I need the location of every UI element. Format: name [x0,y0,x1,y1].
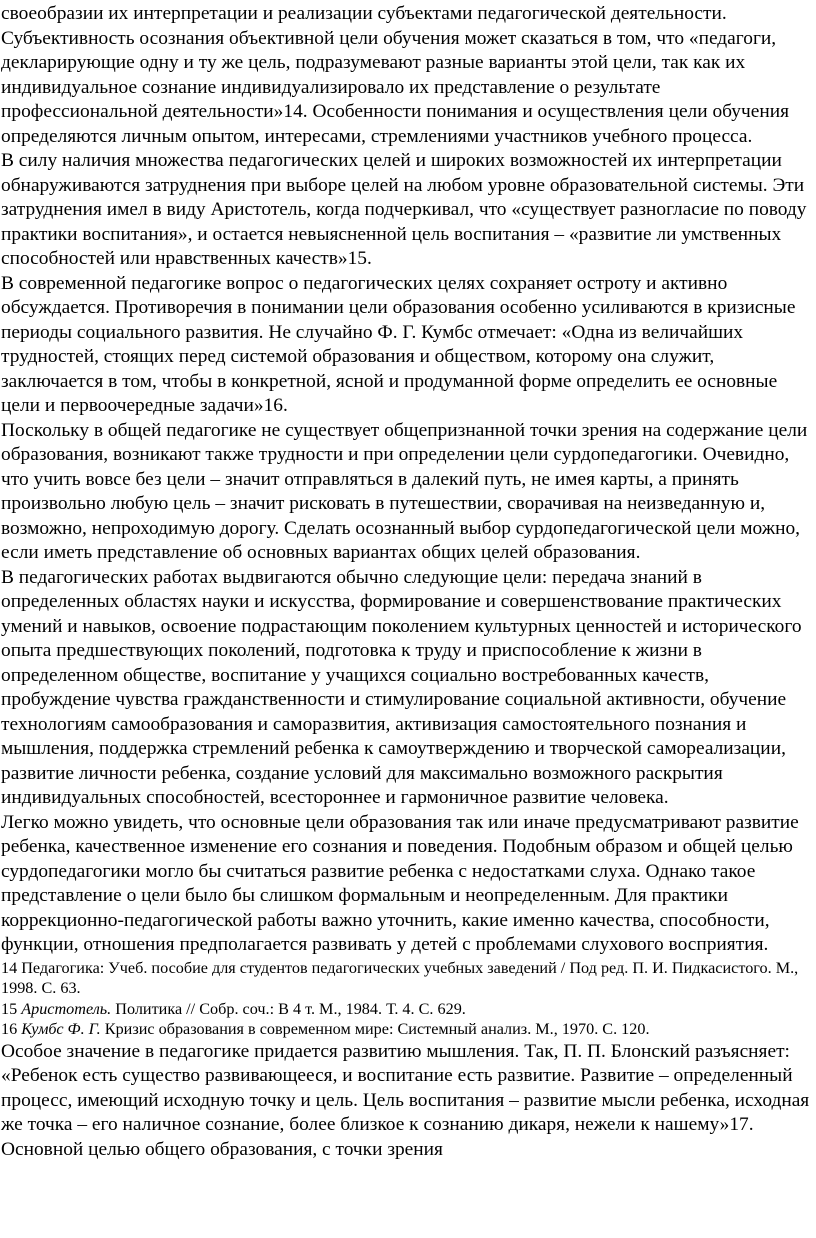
footnote-text: Политика // Собр. соч.: В 4 т. М., 1984. Т. 4. С. 629. [115,999,466,1018]
footnote-text: Педагогика: Учеб. пособие для студентов педагогических учебных заведений / Под ред. П. И. Пидкасистого. М., 1998. С. 63. [1,958,799,997]
footnote-author: Кумбс Ф. Г. [21,1020,101,1038]
body-paragraph-6: Легко можно увидеть, что основные цели образования так или иначе предусматривают развитие ребенка, качественное изменение его сознания и поведения. Подобным образом и общей целью сурдопедагогики могло бы считаться развитие ребенка с недостатками слуха. Однако такое представление о цели было бы слишком формальным и неопределенным. Для практики коррекционно-педагогической работы важно уточнить, какие именно качества, способности, функции, отношения предполагается развивать у детей с проблемами слухового восприятия. [1,811,799,955]
footnote-number: 16 [1,1020,18,1038]
body-paragraph-3: В современной педагогике вопрос о педагогических целях сохраняет остроту и активно обсуждается. Противоречия в понимании цели образования особенно усиливаются в кризисные периоды социального развития. Не случайно Ф. Г. Кумбс отмечает: «Одна из величайших трудностей, стоящих перед системой образования и обществом, которому она служит, заключается в том, чтобы в конкретной, ясной и продуманной форме определить ее основные цели и первоочередные задачи»16. [1,272,796,416]
body-paragraph-4: Поскольку в общей педагогике не существует общепризнанной точки зрения на содержание цели образования, возникают также трудности и при определении цели сурдопедагогики. Очевидно, что учить вовсе без цели – значит отправляться в далекий путь, не имея карты, а принять произвольно любую цель – значит рисковать в путешествии, сворачивая на неизведанную и, возможно, непроходимую дорогу. Сделать осознанный выбор сурдопедагогической цели можно, если иметь представление об основных вариантах общих целей образования. [1,419,808,563]
footnote-number: 14 [1,958,18,977]
footnotes [1,958,816,1040]
footnote-15 [1,999,816,1020]
body-paragraph-7: Особое значение в педагогике придается развитию мышления. Так, П. П. Блонский разъясняет: «Ребенок есть существо развивающееся, и воспитание есть развитие. Развитие – определенный процесс, имеющий исходную точку и цель. Цель воспитания – развитие мысли ребенка, исходная же точка – его наличное сознание, более близкое к сознанию дикаря, нежели к нашему»17. Основной целью общего образования, с точки зрения [1,1040,810,1160]
footnote-number: 15 [1,999,18,1018]
body-paragraph-2: В силу наличия множества педагогических целей и широких возможностей их интерпретации обнаруживаются затруднения при выборе целей на любом уровне образовательной системы. Эти затруднения имел в виду Аристотель, когда подчеркивал, что «существует разногласие по поводу практики воспитания», и остается невыясненной цель воспитания – «развитие ли умственных способностей или нравственных качеств»15. [1,150,807,269]
footnote-16 [1,1019,816,1040]
footnote-author: Аристотель. [21,999,112,1018]
footnote-text: Кризис образования в современном мире: Системный анализ. М., 1970. С. 120. [104,1020,650,1038]
footnote-14 [1,958,816,999]
body-paragraph-5: В педагогических работах выдвигаются обычно следующие цели: передача знаний в определенных областях науки и искусства, формирование и совершенствование практических умений и навыков, освоение подрастающим поколением культурных ценностей и исторического опыта предшествующих поколений, подготовка к труду и приспособление к жизни в определенном обществе, воспитание у учащихся социально востребованных качеств, пробуждение чувства гражданственности и стимулирование социальной активности, обучение технологиям самообразования и саморазвития, активизация самостоятельного познания и мышления, поддержка стремлений ребенка к самоутверждению и творческой самореализации, развитие личности ребенка, создание условий для максимально возможного раскрытия индивидуальных способностей, всестороннее и гармоничное развитие человека. [1,566,802,808]
body-paragraph-1: своеобразии их интерпретации и реализации субъектами педагогической деятельности. Субъективность осознания объективной цели обучения может сказаться в том, что «педагоги, декларирующие одну и ту же цель, подразумевают разные варианты этой цели, так как их индивидуальное сознание индивидуализировало их представление о результате профессиональной деятельности»14. Особенности понимания и осуществления цели обучения определяются личным опытом, интересами, стремлениями участников учебного процесса. [1,3,790,147]
